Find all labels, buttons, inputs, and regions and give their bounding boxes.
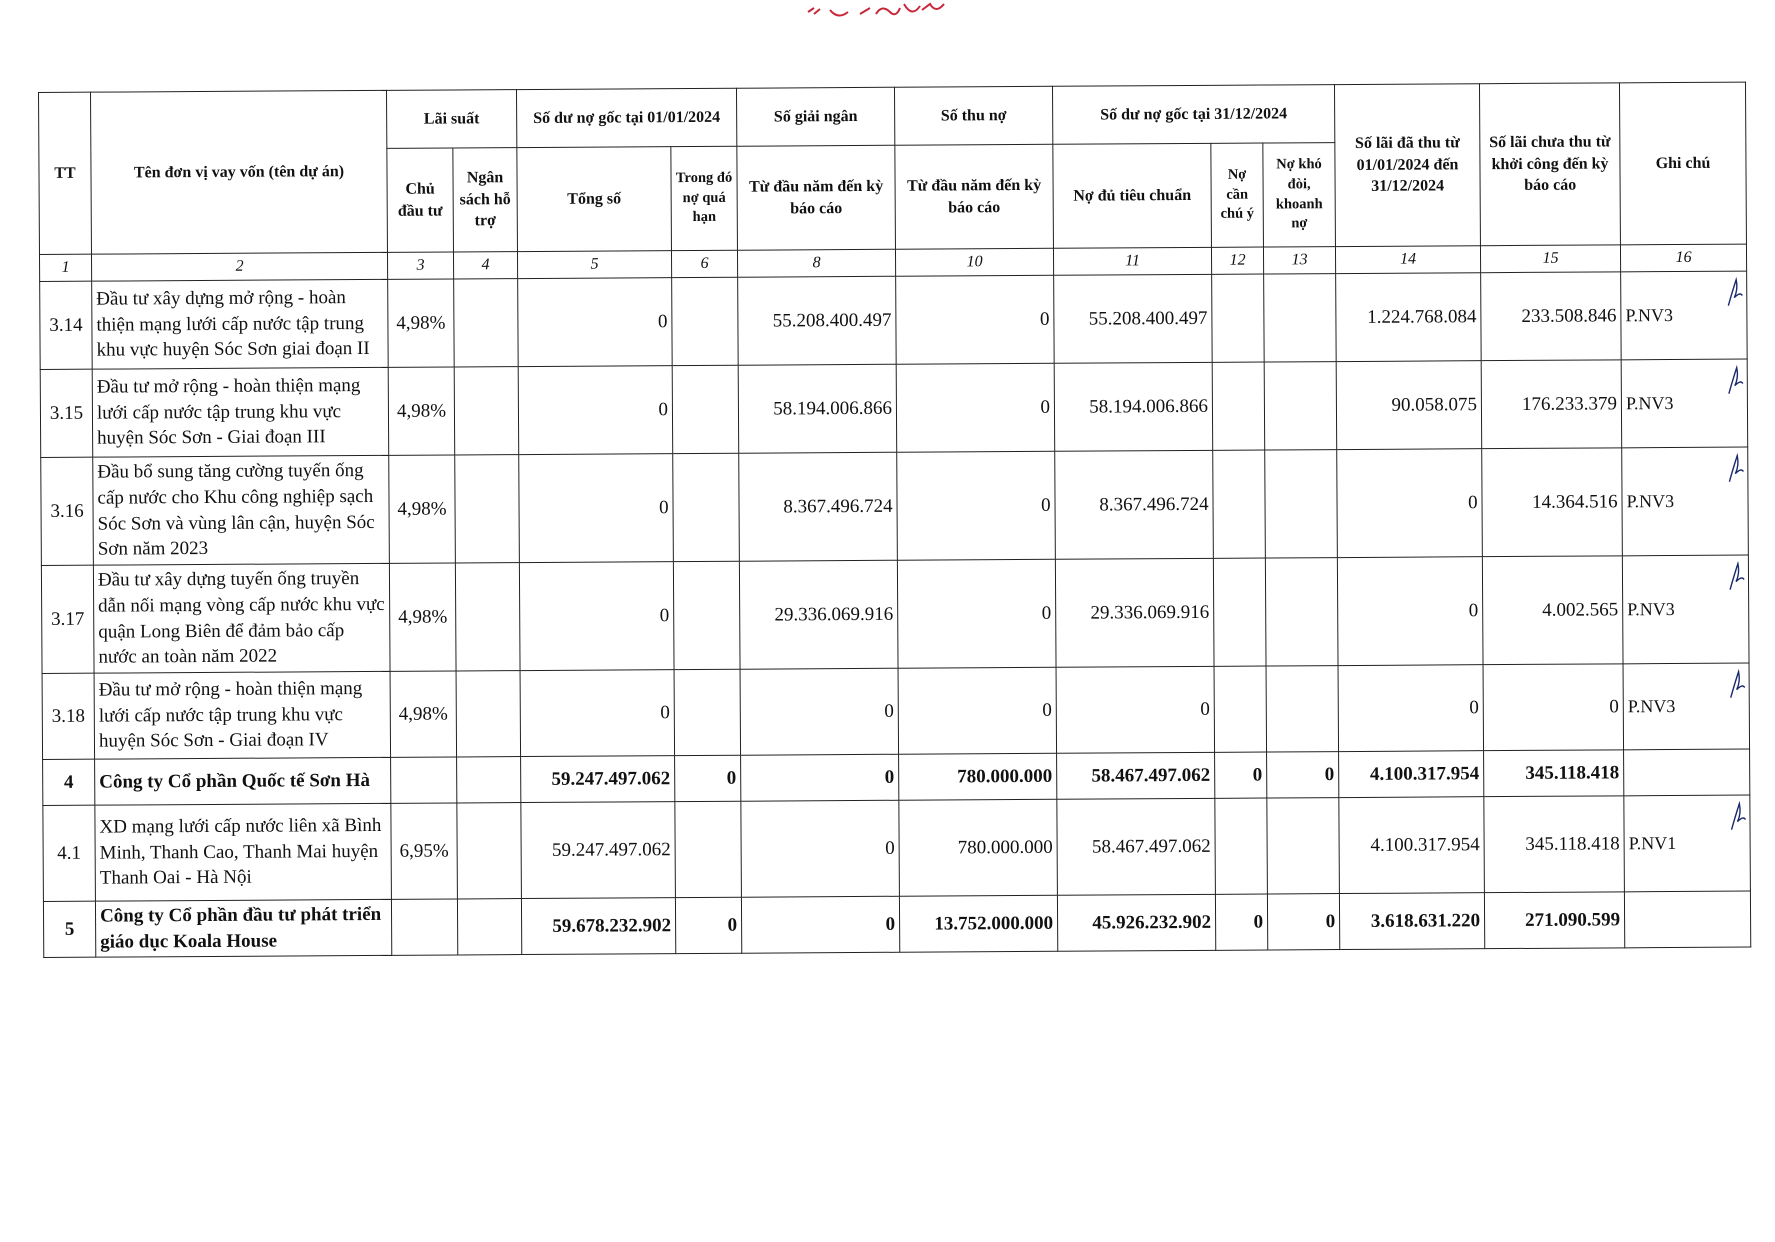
cell-interest-collected: 0 <box>1338 665 1484 752</box>
cell-interest-collected: 90.058.075 <box>1336 361 1482 450</box>
cell-bad-debt <box>1264 274 1337 362</box>
cell-standard-debt: 58.194.006.866 <box>1054 362 1213 451</box>
header-interest-collected: Số lãi đã thu từ 01/01/2024 đến 31/12/2024 <box>1335 84 1481 247</box>
cell-tt: 3.17 <box>41 565 94 673</box>
cell-borrower-name: Đầu tư mở rộng - hoàn thiện mạng lưới cấp nước tập trung khu vực huyện Sóc Sơn - Giai đoạn III <box>92 367 389 457</box>
cell-borrower-name: Công ty Cổ phần đầu tư phát triển giáo dục Koala House <box>95 899 391 957</box>
cell-overdue <box>673 453 740 561</box>
cell-tt: 4 <box>43 759 95 805</box>
column-number: 10 <box>896 248 1054 276</box>
cell-standard-debt: 55.208.400.497 <box>1054 274 1213 363</box>
cell-total: 59.247.497.062 <box>521 802 676 899</box>
column-number: 16 <box>1621 244 1747 272</box>
table-row <box>40 359 1748 457</box>
cell-collected: 0 <box>896 363 1055 452</box>
initials-signature-icon <box>1723 360 1747 400</box>
cell-overdue <box>672 365 739 453</box>
initials-signature-icon <box>1723 448 1747 488</box>
cell-tt: 4.1 <box>43 805 96 901</box>
header-opening-balance: Số dư nợ gốc tại 01/01/2024 <box>517 88 737 147</box>
note-text: P.NV3 <box>1626 491 1675 512</box>
note-text: P.NV3 <box>1625 305 1674 326</box>
cell-interest-collected: 4.100.317.954 <box>1339 797 1485 894</box>
note-text: P.NV3 <box>1625 393 1674 414</box>
cell-rate <box>391 899 457 956</box>
cell-rate: 6,95% <box>391 803 458 899</box>
header-tt: TT <box>39 92 92 254</box>
cell-borrower-name: Đầu tư mở rộng - hoàn thiện mạng lưới cấp nước tập trung khu vực huyện Sóc Sơn - Giai đoạn IV <box>94 671 391 759</box>
cell-note <box>1621 271 1748 360</box>
cell-collected: 780.000.000 <box>899 753 1057 800</box>
cell-standard-debt: 0 <box>1056 666 1215 753</box>
cell-attention-debt <box>1215 798 1268 894</box>
cell-rate: 4,98% <box>388 367 455 455</box>
header-overdue: Trong đó nợ quá hạn <box>671 146 738 250</box>
cell-interest-uncollected: 345.118.418 <box>1484 796 1625 893</box>
header-total: Tổng số <box>517 147 672 252</box>
column-number: 12 <box>1212 247 1264 274</box>
table-body <box>40 271 1751 958</box>
cell-note <box>1624 891 1750 948</box>
column-number: 5 <box>517 251 671 279</box>
cell-support <box>454 367 519 455</box>
header-disbursement: Số giải ngân <box>737 87 895 146</box>
header-ytd-collected: Từ đầu năm đến kỳ báo cáo <box>895 144 1054 249</box>
cell-interest-uncollected: 271.090.599 <box>1484 892 1624 949</box>
table-row <box>41 447 1749 565</box>
cell-borrower-name: Đầu bổ sung tăng cường tuyến ống cấp nước cho Khu công nghiệp sạch Sóc Sơn và vùng lân cận, huyện Sóc Sơn năm 2023 <box>93 455 390 565</box>
cell-disbursed: 0 <box>740 668 899 755</box>
loan-table-wrapper <box>38 82 1750 959</box>
cell-note <box>1622 447 1749 556</box>
cell-bad-debt <box>1264 362 1337 450</box>
cell-total: 0 <box>519 562 674 671</box>
cell-attention-debt <box>1212 362 1265 450</box>
cell-overdue <box>673 561 740 669</box>
cell-attention-debt <box>1212 274 1265 362</box>
cell-interest-uncollected: 14.364.516 <box>1482 448 1623 557</box>
note-text: P.NV3 <box>1627 599 1675 620</box>
header-note: Ghi chú <box>1620 82 1747 245</box>
cell-standard-debt: 29.336.069.916 <box>1055 558 1214 667</box>
cell-attention-debt: 0 <box>1215 894 1267 951</box>
loan-report-table <box>38 82 1751 959</box>
cell-attention-debt: 0 <box>1215 752 1267 798</box>
cell-overdue <box>674 669 741 755</box>
column-number: 2 <box>91 252 387 281</box>
cell-standard-debt: 45.926.232.902 <box>1057 894 1215 951</box>
cell-interest-collected: 4.100.317.954 <box>1339 751 1484 798</box>
cell-note <box>1624 795 1751 892</box>
cell-bad-debt: 0 <box>1267 894 1339 951</box>
cell-collected: 780.000.000 <box>899 799 1058 896</box>
cell-total: 59.678.232.902 <box>521 898 675 955</box>
cell-interest-uncollected: 176.233.379 <box>1481 360 1622 449</box>
cell-attention-debt <box>1213 450 1266 558</box>
cell-note <box>1624 749 1750 796</box>
cell-tt: 5 <box>43 901 95 958</box>
cell-total: 59.247.497.062 <box>521 756 675 803</box>
header-debt-collection: Số thu nợ <box>895 86 1053 145</box>
note-text: P.NV1 <box>1628 833 1677 854</box>
header-borrower-name: Tên đơn vị vay vốn (tên dự án) <box>91 90 388 254</box>
cell-disbursed: 0 <box>741 896 899 953</box>
header-closing-balance: Số dư nợ gốc tại 31/12/2024 <box>1053 85 1335 145</box>
cell-collected: 0 <box>897 451 1056 560</box>
red-ink-mark-icon <box>800 0 980 26</box>
table-row <box>43 891 1750 958</box>
column-number: 14 <box>1336 246 1481 274</box>
cell-rate <box>391 757 457 803</box>
cell-support <box>456 671 521 757</box>
cell-borrower-name: Công ty Cổ phần Quốc tế Sơn Hà <box>95 757 391 805</box>
column-number: 3 <box>387 252 453 279</box>
cell-collected: 0 <box>897 559 1056 668</box>
cell-collected: 0 <box>896 275 1055 364</box>
table-row <box>40 271 1748 369</box>
cell-standard-debt: 8.367.496.724 <box>1055 450 1214 559</box>
cell-note <box>1621 359 1748 448</box>
column-number: 11 <box>1054 247 1212 275</box>
header-attention-debt: Nợ cần chú ý <box>1211 143 1264 247</box>
initials-signature-icon <box>1725 664 1749 704</box>
cell-disbursed: 29.336.069.916 <box>739 560 898 669</box>
cell-support <box>455 563 520 671</box>
cell-overdue: 0 <box>675 897 741 954</box>
header-investor-rate: Chủ đầu tư <box>387 148 454 252</box>
cell-support <box>457 803 522 899</box>
header-ytd-disbursed: Từ đầu năm đến kỳ báo cáo <box>737 145 896 250</box>
cell-interest-uncollected: 233.508.846 <box>1481 272 1622 361</box>
column-number: 13 <box>1264 247 1336 274</box>
cell-disbursed: 58.194.006.866 <box>738 364 897 453</box>
cell-overdue <box>672 277 739 365</box>
cell-support <box>457 899 521 956</box>
header-interest-rate: Lãi suất <box>386 90 516 149</box>
cell-interest-collected: 0 <box>1337 557 1483 666</box>
cell-standard-debt: 58.467.497.062 <box>1057 798 1216 895</box>
cell-total: 0 <box>518 278 673 367</box>
cell-tt: 3.18 <box>42 673 95 759</box>
column-number: 4 <box>453 252 517 279</box>
cell-note <box>1623 663 1750 750</box>
cell-disbursed: 0 <box>741 754 899 801</box>
cell-collected: 13.752.000.000 <box>899 895 1057 952</box>
cell-interest-uncollected: 4.002.565 <box>1482 556 1623 665</box>
cell-note <box>1622 555 1749 664</box>
cell-total: 0 <box>519 454 674 563</box>
cell-bad-debt: 0 <box>1267 752 1339 798</box>
initials-signature-icon <box>1725 796 1749 836</box>
column-number: 8 <box>738 249 896 277</box>
initials-signature-icon <box>1722 272 1746 312</box>
column-number: 15 <box>1481 245 1621 273</box>
cell-tt: 3.15 <box>40 369 93 457</box>
initials-signature-icon <box>1724 556 1748 596</box>
cell-bad-debt <box>1267 798 1340 894</box>
cell-disbursed: 0 <box>741 800 900 897</box>
cell-bad-debt <box>1266 666 1339 752</box>
cell-borrower-name: Đầu tư xây dựng mở rộng - hoàn thiện mạng lưới cấp nước tập trung khu vực huyện Sóc Sơn giai đoạn II <box>92 279 389 369</box>
cell-overdue: 0 <box>675 755 741 801</box>
cell-collected: 0 <box>898 667 1057 754</box>
cell-disbursed: 55.208.400.497 <box>738 276 897 365</box>
table-row <box>43 795 1751 901</box>
table-row <box>41 555 1749 673</box>
header-bad-debt: Nợ khó đòi, khoanh nợ <box>1263 143 1336 247</box>
cell-support <box>457 757 521 803</box>
cell-attention-debt <box>1214 666 1267 752</box>
cell-interest-collected: 3.618.631.220 <box>1339 893 1484 950</box>
cell-support <box>455 455 520 563</box>
cell-interest-uncollected: 0 <box>1483 664 1624 751</box>
cell-rate: 4,98% <box>388 279 455 367</box>
note-text: P.NV3 <box>1627 696 1676 717</box>
cell-interest-collected: 0 <box>1337 449 1483 558</box>
cell-attention-debt <box>1213 558 1266 666</box>
header-interest-uncollected: Số lãi chưa thu từ khởi công đến kỳ báo cáo <box>1480 83 1621 246</box>
cell-overdue <box>675 801 742 897</box>
header-budget-support: Ngân sách hỗ trợ <box>453 148 518 252</box>
cell-total: 0 <box>520 670 675 757</box>
cell-interest-collected: 1.224.768.084 <box>1336 273 1482 362</box>
column-number: 6 <box>671 250 737 277</box>
cell-borrower-name: XD mạng lưới cấp nước liên xã Bình Minh, Thanh Cao, Thanh Mai huyện Thanh Oai - Hà Nội <box>95 803 392 901</box>
cell-tt: 3.14 <box>40 281 93 369</box>
header-standard-debt: Nợ đủ tiêu chuẩn <box>1053 143 1212 248</box>
cell-total: 0 <box>518 366 673 455</box>
column-number: 1 <box>39 254 91 281</box>
table-row <box>42 663 1750 759</box>
cell-standard-debt: 58.467.497.062 <box>1057 752 1215 799</box>
cell-support <box>454 279 519 367</box>
cell-rate: 4,98% <box>389 455 456 563</box>
cell-interest-uncollected: 345.118.418 <box>1484 750 1624 797</box>
cell-borrower-name: Đầu tư xây dựng tuyến ống truyền dẫn nối mạng vòng cấp nước khu vực quận Long Biên để đảm bảo cấp nước an toàn năm 2022 <box>93 563 390 673</box>
cell-rate: 4,98% <box>390 671 457 757</box>
cell-bad-debt <box>1265 450 1338 558</box>
cell-disbursed: 8.367.496.724 <box>739 452 898 561</box>
cell-tt: 3.16 <box>41 457 94 565</box>
cell-rate: 4,98% <box>389 563 456 671</box>
cell-bad-debt <box>1265 558 1338 666</box>
